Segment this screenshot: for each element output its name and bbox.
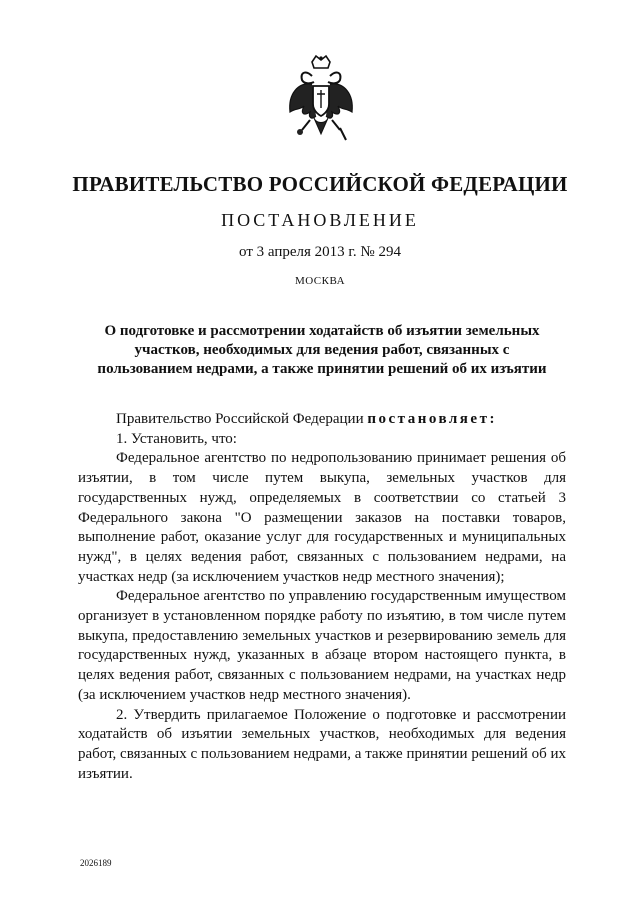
emblem bbox=[282, 54, 360, 150]
document-subject: О подготовке и рассмотрении ходатайств об изъятии земельных участков, необходимых для ведения работ, связанных с пользованием недрами, а также принятии решений об их изъятии bbox=[97, 323, 547, 377]
paragraph-4: 2. Утвердить прилагаемое Положение о подготовке и рассмотрении ходатайств об изъятии земельных участков, необходимых для ведения работ, связанных с пользованием недрами, а также принятии решений об их изъятии. bbox=[78, 706, 566, 782]
city: МОСКВА bbox=[294, 275, 346, 287]
government-name: ПРАВИТЕЛЬСТВО РОССИЙСКОЙ ФЕДЕРАЦИИ bbox=[72, 172, 568, 196]
footer-code: 2026189 bbox=[80, 858, 112, 868]
intro-paragraph bbox=[78, 410, 566, 430]
intro-text: Правительство Российской Федерации bbox=[116, 411, 368, 427]
russian-coat-of-arms-icon bbox=[282, 54, 360, 150]
document-type: ПОСТАНОВЛЕНИЕ bbox=[221, 210, 419, 230]
paragraph-1: 1. Установить, что: bbox=[116, 430, 237, 447]
date-and-number: от 3 апреля 2013 г. № 294 bbox=[239, 244, 401, 260]
paragraph-3: Федеральное агентство по управлению государственным имуществом организует в установленном порядке работу по изъятию, в том числе путем выкупа, предоставлению земельных участков и резервированию земель для государственных нужд, указанных в абзаце втором настоящего пункта, в целях ведения работ, связанных с пользованием недрами, на участках недр (за исключением участков недр местного значения). bbox=[78, 588, 566, 703]
intro-verb: постановляет: bbox=[367, 411, 497, 427]
document-body bbox=[78, 410, 566, 784]
paragraph-2: Федеральное агентство по недропользованию принимает решения об изъятии, в том числе путем выкупа, земельных участков для государственных нужд, определяемых в соответствии со статьей 3 Федерального закона "О размещении заказов на поставки товаров, выполнение работ, оказание услуг для государственных и муниципальных нужд", в целях ведения работ, связанных с пользованием недрами, на участках недр (за исключением участков недр местного значения); bbox=[78, 450, 566, 585]
